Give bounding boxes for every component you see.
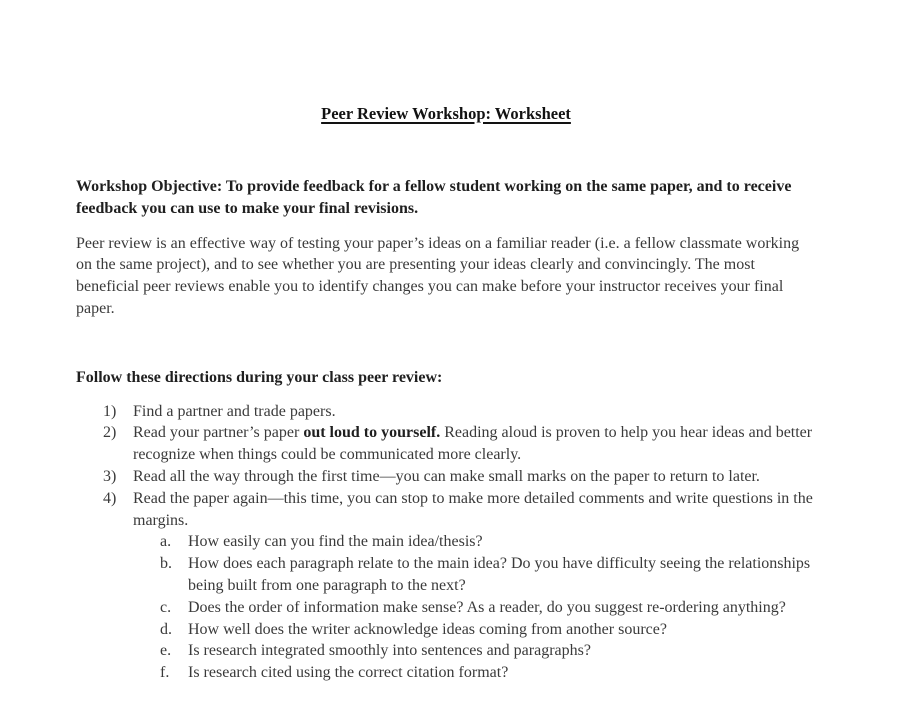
sub-list-marker-e: e. <box>160 642 172 660</box>
sub-list-item-b-text: How does each paragraph relate to the main idea? Do you have difficulty seeing the relationships being built from one paragraph to the next? <box>188 555 811 594</box>
list-marker-4: 4) <box>103 489 117 507</box>
list-item-2 <box>76 422 816 466</box>
list-item-2-text-bold: out loud to yourself. <box>303 424 441 442</box>
list-item-3-text: Read all the way through the first time—you can make small marks on the paper to return to later. <box>133 467 760 485</box>
sub-list-marker-d: d. <box>160 620 172 638</box>
directions-heading: Follow these directions during your class peer review: <box>76 368 443 386</box>
list-item-2-text-post: Reading aloud is proven to help you hear ideas and better recognize when things could be communicated more clearly. <box>133 424 813 464</box>
sub-list-item-c <box>76 597 816 619</box>
list-item-2-text-pre: Read your partner’s paper <box>133 424 304 442</box>
list-item-4-text: Read the paper again—this time, you can stop to make more detailed comments and write questions in the margins. <box>133 489 813 529</box>
sub-list-item-c-text: Does the order of information make sense? As a reader, do you suggest re-ordering anything? <box>188 598 786 616</box>
sub-list-item-d-text: How well does the writer acknowledge ideas coming from another source? <box>188 620 667 638</box>
page-title <box>76 103 816 125</box>
sub-list-item-a <box>76 531 816 553</box>
sub-list-marker-b: b. <box>160 555 172 573</box>
directions-list <box>76 401 816 684</box>
intro-paragraph: Peer review is an effective way of testing your paper’s ideas on a familiar reader (i.e. a fellow classmate working on the same project), and to see whether you are presenting your ideas clearly and convincingly. The most beneficial peer reviews enable you to identify changes you can make before your instructor receives your final paper. <box>76 234 800 317</box>
sub-list-item-e <box>76 640 816 662</box>
list-item-1 <box>76 401 816 423</box>
workshop-objective-paragraph: Workshop Objective: To provide feedback for a fellow student working on the same paper, and to receive feedback you can use to make your final revisions. <box>76 178 792 217</box>
list-marker-2: 2) <box>103 424 117 442</box>
sub-list-item-b <box>76 553 816 597</box>
list-item-4 <box>76 488 816 532</box>
list-marker-3: 3) <box>103 467 117 485</box>
sub-list-marker-c: c. <box>160 598 172 616</box>
sub-list-item-a-text: How easily can you find the main idea/thesis? <box>188 533 483 551</box>
list-item-1-text: Find a partner and trade papers. <box>133 402 336 420</box>
list-item-3 <box>76 466 816 488</box>
sub-list-marker-f: f. <box>160 664 170 682</box>
page-title-text: Peer Review Workshop: Worksheet <box>321 104 571 123</box>
sub-list-item-e-text: Is research integrated smoothly into sentences and paragraphs? <box>188 642 591 660</box>
list-marker-1: 1) <box>103 402 117 420</box>
list-item-2-text <box>133 422 816 466</box>
sub-list-item-d <box>76 619 816 641</box>
sub-list-marker-a: a. <box>160 533 172 551</box>
sub-list-item-f-text: Is research cited using the correct citation format? <box>188 664 509 682</box>
sub-list-item-f <box>76 662 816 684</box>
